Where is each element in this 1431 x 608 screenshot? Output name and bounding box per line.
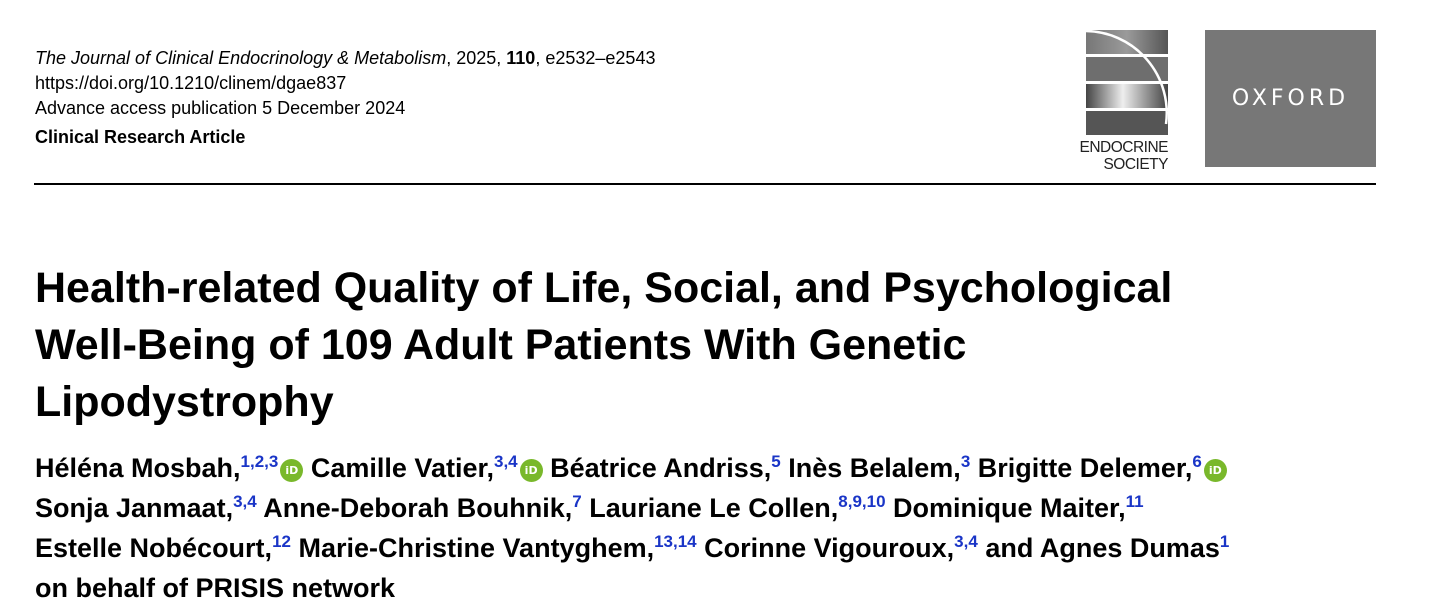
affiliation-ref[interactable]: 3,4 — [954, 532, 978, 551]
author-name[interactable]: Sonja Janmaat, — [35, 493, 234, 523]
article-type: Clinical Research Article — [35, 127, 246, 147]
affiliation-ref[interactable]: 1 — [1219, 532, 1230, 551]
author-name[interactable]: Dominique Maiter, — [893, 493, 1126, 523]
author-name[interactable]: Brigitte Delemer, — [977, 453, 1193, 483]
author-line — [35, 448, 1415, 488]
author-name[interactable]: Héléna Mosbah, — [35, 453, 241, 483]
author-name[interactable]: Inès Belalem, — [788, 453, 961, 483]
author-name[interactable]: Camille Vatier, — [310, 453, 494, 483]
affiliation-ref[interactable]: 3,4 — [233, 492, 257, 511]
title-line: Lipodystrophy — [35, 378, 334, 426]
society-word: SOCIETY — [1103, 156, 1168, 173]
group-author: on behalf of PRISIS network — [35, 573, 396, 603]
article-title — [35, 260, 1395, 431]
affiliation-ref[interactable]: 13,14 — [654, 532, 697, 551]
citation-line: The Journal of Clinical Endocrinology & Metabolism, 2025, 110, e2532–e2543 — [35, 48, 656, 68]
affiliation-ref[interactable]: 8,9,10 — [838, 492, 886, 511]
author-name[interactable]: Estelle Nobécourt, — [35, 533, 273, 563]
author-name[interactable]: Béatrice Andriss, — [550, 453, 772, 483]
journal-header — [35, 46, 655, 150]
endocrine-word: ENDOCRINE — [1079, 139, 1168, 156]
author-name[interactable]: Marie-Christine Vantyghem, — [298, 533, 655, 563]
header-divider — [34, 183, 1376, 185]
affiliation-ref[interactable]: 3,4 — [493, 452, 518, 471]
affiliation-ref[interactable]: 12 — [272, 532, 291, 551]
author-name[interactable]: and Agnes Dumas — [985, 533, 1220, 563]
title-line: Well-Being of 109 Adult Patients With Genetic — [35, 321, 967, 369]
author-list — [35, 448, 1415, 608]
affiliation-ref[interactable]: 6 — [1192, 452, 1202, 471]
orcid-icon[interactable]: iD — [1204, 459, 1227, 482]
affiliation-ref[interactable]: 1,2,3 — [240, 452, 279, 471]
author-line — [35, 528, 1415, 568]
orcid-icon[interactable]: iD — [280, 459, 303, 482]
journal-pages: e2532–e2543 — [545, 48, 656, 68]
author-name[interactable]: Anne-Deborah Bouhnik, — [263, 493, 573, 523]
affiliation-ref[interactable]: 5 — [771, 452, 781, 471]
author-name[interactable]: Corinne Vigouroux, — [704, 533, 955, 563]
affiliation-ref[interactable]: 7 — [572, 492, 582, 511]
doi-link[interactable]: https://doi.org/10.1210/clinem/dgae837 — [35, 73, 347, 93]
oxford-wordmark: OXFORD — [1231, 86, 1350, 111]
affiliation-ref[interactable]: 11 — [1125, 492, 1144, 511]
author-name[interactable]: Lauriane Le Collen, — [589, 493, 839, 523]
orcid-icon[interactable]: iD — [520, 459, 543, 482]
title-line: Health-related Quality of Life, Social, and Psychological — [35, 264, 1173, 312]
endocrine-society-wordmark — [1050, 139, 1168, 173]
journal-volume: 110 — [506, 48, 536, 68]
affiliation-ref[interactable]: 3 — [960, 452, 971, 471]
oxford-logo[interactable] — [1205, 30, 1376, 167]
publication-date: Advance access publication 5 December 2024 — [35, 98, 406, 118]
author-line — [35, 488, 1415, 528]
journal-name: The Journal of Clinical Endocrinology & Metabolism — [35, 48, 447, 68]
journal-year: 2025 — [456, 48, 497, 68]
